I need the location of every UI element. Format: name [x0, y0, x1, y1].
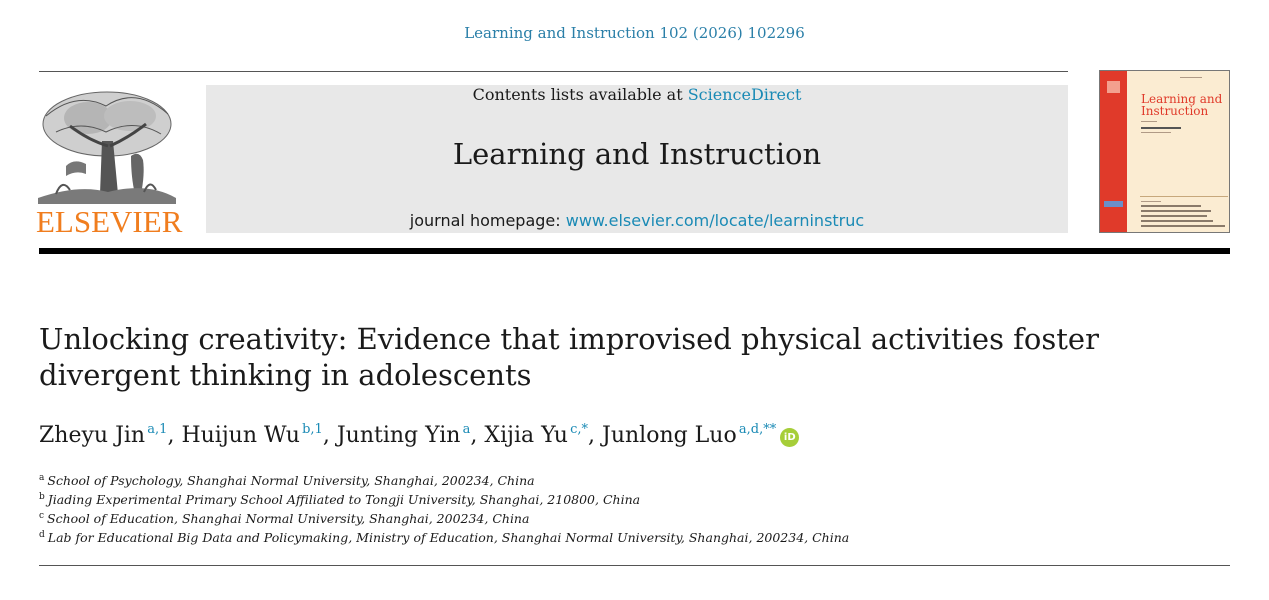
cover-assoc-editor-mark-5	[1141, 225, 1225, 227]
author-affiliation-marker[interactable]: a	[462, 422, 471, 437]
cover-assoc-editor-mark-2	[1141, 210, 1211, 212]
author-name[interactable]: Zheyu Jin	[39, 423, 146, 448]
author-name[interactable]: Huijun Wu	[181, 423, 300, 448]
sciencedirect-link[interactable]: ScienceDirect	[687, 85, 802, 104]
citation-text[interactable]: Learning and Instruction 102 (2026) 102296	[464, 24, 805, 42]
cover-red-band	[1100, 71, 1127, 233]
cover-title-line2: Instruction	[1141, 104, 1209, 118]
elsevier-wordmark: ELSEVIER	[36, 204, 183, 239]
author-separator: ,	[588, 423, 602, 448]
author-affiliation-marker[interactable]: c,*	[570, 422, 588, 437]
affiliation-item	[39, 490, 1219, 509]
author-affiliation-marker[interactable]: a,d,**	[738, 422, 777, 437]
affiliation-text: School of Psychology, Shanghai Normal University, Shanghai, 200234, China	[47, 473, 535, 488]
cover-editor-name-mark	[1141, 127, 1181, 129]
header-top-rule	[39, 71, 1068, 72]
elsevier-logo[interactable]	[36, 86, 183, 239]
affiliation-text: Jiading Experimental Primary School Affiliated to Tongji University, Shanghai, 210800, China	[47, 492, 641, 507]
cover-editor-affil-mark	[1141, 132, 1171, 133]
affiliation-list	[39, 471, 1219, 547]
cover-title	[1141, 93, 1229, 117]
contents-prefix: Contents lists available at	[472, 85, 688, 104]
journal-cover-thumbnail[interactable]	[1099, 70, 1230, 233]
author-name[interactable]: Xijia Yu	[484, 423, 568, 448]
cover-assoc-editors-mark	[1141, 201, 1161, 202]
affiliation-text: Lab for Educational Big Data and Policymaking, Ministry of Education, Shanghai Normal University, Shanghai, 200234, China	[47, 530, 850, 545]
cover-assoc-editor-mark-3	[1141, 215, 1207, 217]
journal-citation[interactable]	[0, 24, 1269, 42]
cover-title-line1: Learning and	[1141, 92, 1223, 106]
orcid-icon[interactable]: iD	[780, 428, 799, 447]
author-separator: ,	[322, 423, 337, 448]
author-name[interactable]: Junting Yin	[336, 423, 461, 448]
cover-assoc-editor-mark-4	[1141, 220, 1213, 222]
cover-editor-caption-mark	[1141, 121, 1157, 122]
author-separator: ,	[470, 423, 485, 448]
article-title	[39, 321, 1189, 393]
journal-banner	[206, 85, 1068, 233]
affiliation-text: School of Education, Shanghai Normal University, Shanghai, 200234, China	[47, 511, 530, 526]
author-separator: ,	[167, 423, 182, 448]
author-affiliation-marker[interactable]: b,1	[302, 422, 323, 437]
journal-homepage-line	[206, 211, 1068, 230]
author-list	[39, 423, 1219, 448]
affiliation-item	[39, 509, 1219, 528]
contents-available-line	[206, 85, 1068, 104]
journal-homepage-link[interactable]: www.elsevier.com/locate/learninstruc	[565, 211, 865, 230]
article-title-line2: divergent thinking in adolescents	[39, 358, 532, 392]
affiliation-item	[39, 528, 1219, 547]
cover-society-logo-icon	[1104, 201, 1123, 207]
cover-divider	[1140, 196, 1228, 197]
homepage-prefix: journal homepage:	[409, 211, 566, 230]
affiliation-key: b	[39, 492, 45, 502]
author-affiliation-marker[interactable]: a,1	[147, 422, 168, 437]
elsevier-tree-icon	[36, 86, 178, 204]
cover-issn-mark	[1180, 77, 1202, 78]
affiliation-key: d	[39, 530, 45, 540]
header-heavy-rule	[39, 248, 1230, 254]
cover-assoc-editor-mark-1	[1141, 205, 1201, 207]
author-name[interactable]: Junlong Luo	[602, 423, 737, 448]
cover-elsevier-mini-logo-icon	[1107, 81, 1120, 93]
header-bottom-rule	[39, 565, 1230, 566]
article-title-line1: Unlocking creativity: Evidence that improvised physical activities foster	[39, 322, 1099, 356]
affiliation-key: a	[39, 473, 45, 483]
journal-title[interactable]: Learning and Instruction	[452, 137, 822, 171]
affiliation-key: c	[39, 511, 45, 521]
affiliation-item	[39, 471, 1219, 490]
